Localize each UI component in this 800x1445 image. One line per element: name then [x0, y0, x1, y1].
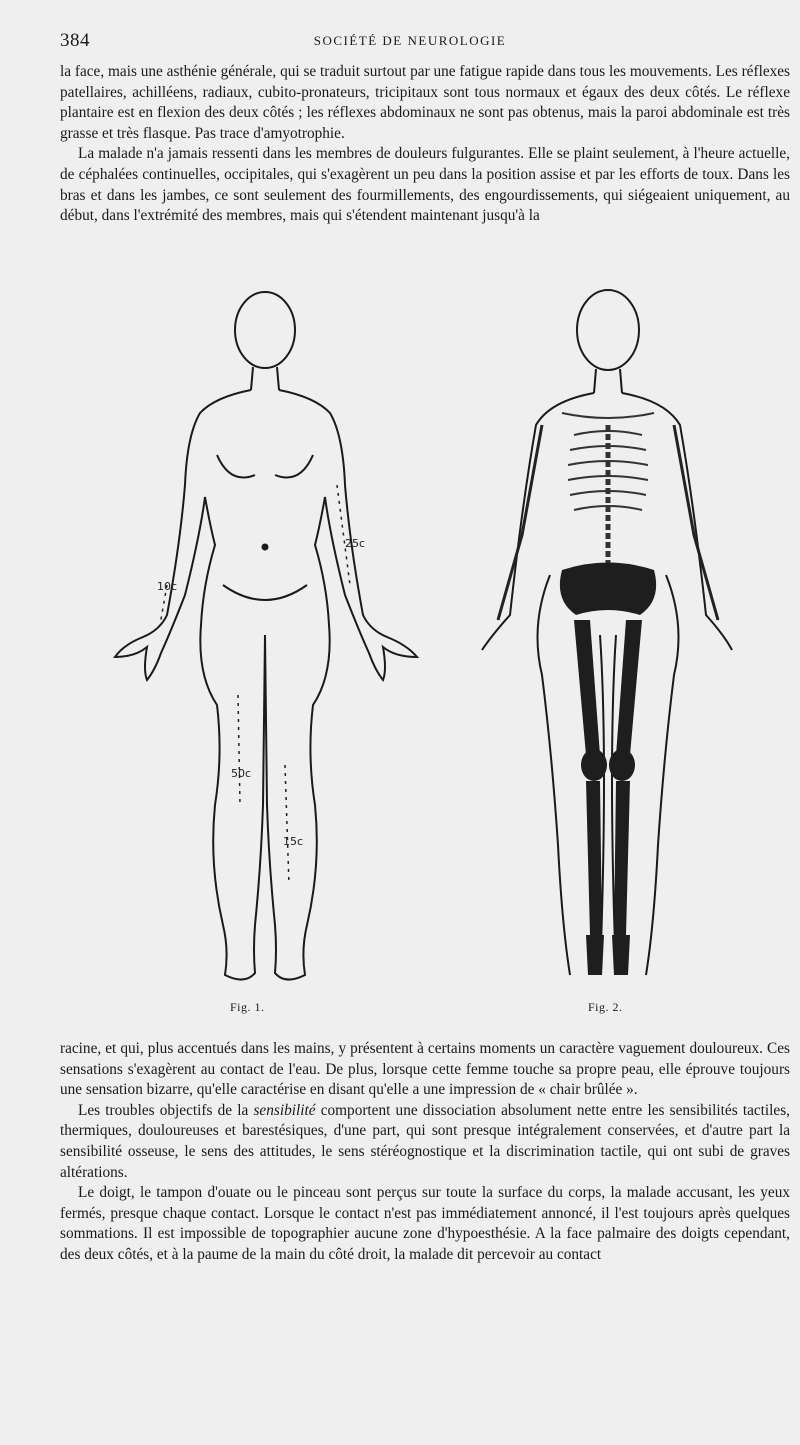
paragraph: la face, mais une asthénie générale, qui se traduit surtout par une fatigue rapide dans tous les mouvements. Les réflexes patellaires, achilléens, radiaux, cubito-pronateurs, tricipitaux sont tous normaux et égaux des deux côtés. Le réflexe plantaire est en flexion des deux côtés ; les réflexes abdominaux ne sont pas obtenus, mais la paroi abdominale est très grasse et très flasque. Pas trace d'amyotrophie. [60, 63, 790, 142]
figure-2-drawing [470, 285, 740, 1000]
emphasized-term: sensibilité [253, 1101, 316, 1119]
annotation-label: 50c [231, 767, 252, 780]
paragraph: Le doigt, le tampon d'ouate ou le pinceau sont perçus sur toute la surface du corps, la malade accusant, les yeux fermés, presque chaque contact. Lorsque le contact n'est pas immédiatement annoncé, il l'est toujours après quelques sommations. Il est impossible de topographier aucune zone d'hypoesthésie. A la face palmaire des doigts cependant, des deux côtés, et à la paume de la main du côté droit, la malade dit percevoir au contact [60, 1184, 790, 1263]
figure-2-skeleton [470, 285, 740, 1000]
annotation-label: 15c [283, 835, 304, 848]
annotation-label: 10c [157, 580, 178, 593]
paragraph [60, 1101, 790, 1183]
annotation-label: 25c [345, 537, 366, 550]
figure-1-drawing [105, 285, 425, 1000]
figure-2-caption: Fig. 2. [588, 1000, 623, 1014]
text-run: comportent une dissociation absolument nette entre les sensibilités tactiles, thermiques, douloureuses et barestésiques, d'une part, qui sont presque intégralement conservées, et d'autre part la sensibilité osseuse, le sens des attitudes, le sens stéréognostique et la discrimination tactile, qui ont subi de graves altérations. [60, 1101, 790, 1181]
figure-1-caption: Fig. 1. [230, 1000, 265, 1014]
text-run: Les troubles objectifs de la [78, 1101, 254, 1119]
journal-title: SOCIÉTÉ DE NEUROLOGIE [313, 33, 507, 48]
paragraph: racine, et qui, plus accentués dans les mains, y présentent à certains moments un caractère vaguement douloureux. Ces sensations s'exagèrent au contact de l'eau. De plus, lorsque cette femme touche sa propre peau, elle éprouve toujours une sensation bizarre, qu'elle caractérise en disant qu'elle a une impression de « chair brûlée ». [60, 1040, 790, 1099]
page-number: 384 [60, 30, 90, 51]
body-text-bottom [60, 1039, 790, 1266]
figure-1-body-outline [105, 285, 425, 1000]
paragraph: La malade n'a jamais ressenti dans les membres de douleurs fulgurantes. Elle se plaint seulement, à l'heure actuelle, de céphalées continuelles, occipitales, qui s'exagèrent un peu dans la position assise et par les efforts de toux. Dans les bras et dans les jambes, ce sont seulement des fourmillements, des engourdissements, qui siégeaient uniquement, au début, dans l'extrémité des membres, mais qui s'étendent maintenant jusqu'à la [60, 145, 790, 225]
running-header [60, 30, 760, 52]
body-text-top [60, 62, 790, 227]
